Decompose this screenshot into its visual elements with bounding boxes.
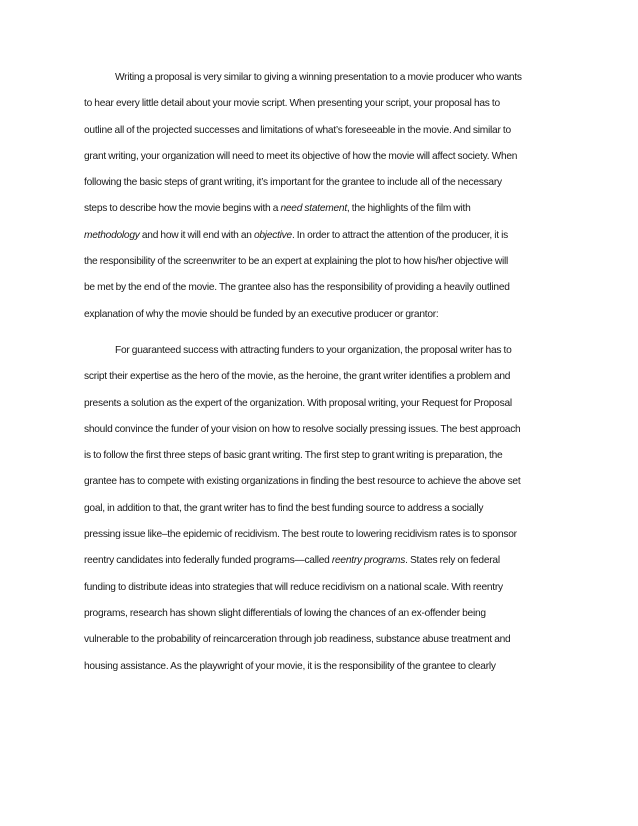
text-run: funding to distribute ideas into strategies that will reduce recidivism on a national scale. With reentry [84, 581, 503, 593]
document-body [84, 70, 554, 685]
text-run: and how it will end with an [139, 229, 254, 241]
text-line [84, 501, 554, 527]
italic-term: methodology [84, 229, 140, 241]
text-line [84, 201, 554, 227]
text-line [84, 70, 554, 96]
text-line [84, 175, 554, 201]
text-run: pressing issue like–the epidemic of recidivism. The best route to lowering recidivism rates is to sponsor [84, 529, 517, 541]
text-line [84, 474, 554, 500]
text-line [84, 280, 554, 306]
text-line [84, 580, 554, 606]
italic-term: reentry programs [331, 555, 406, 567]
text-run: vulnerable to the probability of reincarceration through job readiness, substance abuse treatment and [84, 634, 511, 646]
text-line [84, 307, 554, 333]
text-run: steps to describe how the movie begins with a [84, 203, 281, 215]
text-run: explanation of why the movie should be funded by an executive producer or grantor: [84, 308, 439, 320]
text-run: following the basic steps of grant writing, it’s important for the grantee to include all of the necessary [84, 177, 502, 189]
text-run: goal, in addition to that, the grant writer has to find the best funding source to address a socially [84, 502, 484, 514]
paragraph [84, 343, 554, 685]
text-run: For guaranteed success with attracting funders to your organization, the proposal writer has to [115, 344, 512, 356]
text-run: the responsibility of the screenwriter to be an expert at explaining the plot to how his/her objective will [84, 256, 509, 268]
text-run: . States rely on federal [405, 555, 500, 567]
text-line [84, 228, 554, 254]
text-run: Writing a proposal is very similar to giving a winning presentation to a movie producer who wants [115, 72, 522, 83]
text-run: housing assistance. As the playwright of your movie, it is the responsibility of the grantee to clearly [84, 660, 496, 672]
paragraph-spacer [84, 333, 554, 343]
text-run: reentry candidates into federally funded programs—called [84, 555, 332, 567]
text-run: presents a solution as the expert of the organization. With proposal writing, your Request for Proposal [84, 397, 512, 409]
text-run: to hear every little detail about your movie script. When presenting your script, your proposal has to [84, 98, 500, 110]
text-line [84, 343, 554, 369]
text-run: be met by the end of the movie. The grantee also has the responsibility of providing a heavily outlined [84, 282, 510, 294]
text-line [84, 96, 554, 122]
text-run: is to follow the first three steps of basic grant writing. The first step to grant writing is preparation, the [84, 450, 503, 462]
text-line [84, 396, 554, 422]
text-line [84, 422, 554, 448]
text-run: . In order to attract the attention of the producer, it is [291, 229, 509, 241]
text-line [84, 123, 554, 149]
paragraph [84, 70, 554, 333]
italic-term: objective [253, 229, 292, 241]
text-line [84, 448, 554, 474]
text-line [84, 606, 554, 632]
text-line [84, 369, 554, 395]
text-line [84, 254, 554, 280]
text-run: outline all of the projected successes and limitations of what’s foreseeable in the movie. And similar to [84, 124, 511, 136]
text-run: programs, research has shown slight differentials of lowing the chances of an ex-offender being [84, 607, 486, 619]
text-run: grant writing, your organization will need to meet its objective of how the movie will affect society. When [84, 150, 518, 162]
text-line [84, 527, 554, 553]
text-run: should convince the funder of your vision on how to resolve socially pressing issues. The best approach [84, 423, 521, 435]
italic-term: need statement [280, 203, 347, 215]
text-line [84, 659, 554, 685]
text-run: script their expertise as the hero of the movie, as the heroine, the grant writer identifies a problem and [84, 371, 511, 383]
text-line [84, 149, 554, 175]
text-line [84, 632, 554, 658]
text-line [84, 553, 554, 579]
text-run: grantee has to compete with existing organizations in finding the best resource to achieve the above set [84, 476, 521, 488]
text-run: , the highlights of the film with [346, 203, 471, 215]
